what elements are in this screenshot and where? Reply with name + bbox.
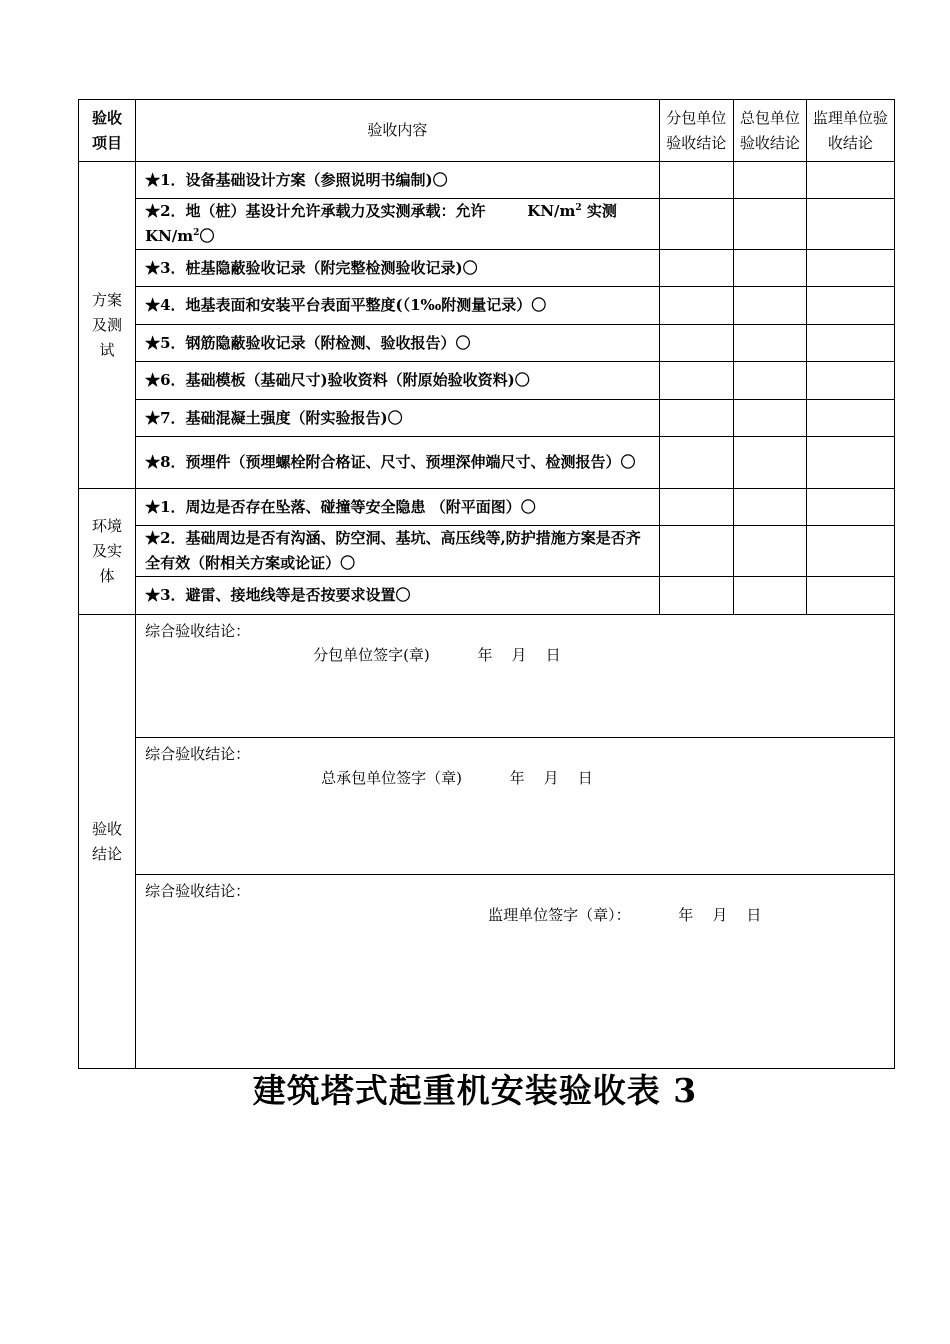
- supervisor-result-cell[interactable]: [806, 287, 894, 325]
- header-general-contractor: 总包单位验收结论: [733, 100, 806, 162]
- subcontractor-result-cell[interactable]: [659, 437, 733, 489]
- general-contractor-result-cell[interactable]: [733, 250, 806, 287]
- table-row: [79, 250, 895, 287]
- supervisor-result-cell[interactable]: [806, 250, 894, 287]
- table-row: [79, 577, 895, 615]
- conclusion-label: 综合验收结论：: [145, 882, 251, 900]
- supervisor-result-cell[interactable]: [806, 437, 894, 489]
- general-contractor-result-cell[interactable]: [733, 526, 806, 577]
- general-contractor-result-cell[interactable]: [733, 199, 806, 250]
- subcontractor-result-cell[interactable]: [659, 526, 733, 577]
- supervisor-result-cell[interactable]: [806, 162, 894, 199]
- supervisor-result-cell[interactable]: [806, 489, 894, 526]
- subcontractor-result-cell[interactable]: [659, 287, 733, 325]
- check-item: ★3．桩基隐蔽验收记录（附完整检测验收记录)〇: [136, 250, 660, 287]
- table-row: [79, 400, 895, 437]
- subcontractor-result-cell[interactable]: [659, 250, 733, 287]
- table-row: [79, 162, 895, 199]
- supervisor-result-cell[interactable]: [806, 577, 894, 615]
- general-contractor-result-cell[interactable]: [733, 437, 806, 489]
- acceptance-form-table: [78, 99, 895, 1069]
- general-contractor-result-cell[interactable]: [733, 489, 806, 526]
- table-row: [79, 526, 895, 577]
- header-supervisor: 监理单位验收结论: [806, 100, 894, 162]
- subcontractor-result-cell[interactable]: [659, 325, 733, 362]
- conclusion-row: [79, 738, 895, 875]
- section-label-conclusion: 验收结论: [79, 615, 136, 1069]
- subcontractor-result-cell[interactable]: [659, 400, 733, 437]
- general-contractor-result-cell[interactable]: [733, 287, 806, 325]
- table-row: [79, 325, 895, 362]
- subcontractor-result-cell[interactable]: [659, 199, 733, 250]
- general-contractor-result-cell[interactable]: [733, 577, 806, 615]
- conclusion-label: 综合验收结论：: [145, 622, 251, 640]
- subcontractor-result-cell[interactable]: [659, 577, 733, 615]
- subcontractor-result-cell[interactable]: [659, 162, 733, 199]
- conclusion-row: [79, 615, 895, 738]
- check-item: ★1．周边是否存在坠落、碰撞等安全隐患 （附平面图）〇: [136, 489, 660, 526]
- subcontractor-result-cell[interactable]: [659, 362, 733, 400]
- table-row: [79, 287, 895, 325]
- conclusion-label: 综合验收结论：: [145, 745, 251, 763]
- table-row: [79, 199, 895, 250]
- table-row: [79, 362, 895, 400]
- supervisor-result-cell[interactable]: [806, 325, 894, 362]
- signature-line: 监理单位签字（章）： 年 月 日: [488, 906, 762, 924]
- check-item: ★8．预埋件（预埋螺栓附合格证、尺寸、预埋深伸端尺寸、检测报告）〇: [136, 437, 660, 489]
- check-item: ★2．基础周边是否有沟涵、防空洞、基坑、高压线等,防护措施方案是否齐全有效（附相关方案或论证）〇: [136, 526, 660, 577]
- table-row: [79, 489, 895, 526]
- supervisor-result-cell[interactable]: [806, 400, 894, 437]
- header-row: [79, 100, 895, 162]
- check-item: ★3．避雷、接地线等是否按要求设置〇: [136, 577, 660, 615]
- check-item: ★1．设备基础设计方案（参照说明书编制)〇: [136, 162, 660, 199]
- conclusion-block-subcontractor[interactable]: [136, 615, 895, 738]
- check-item: ★2．地（桩）基设计允许承载力及实测承载：允许 $KN/m^2$ 实测$KN/m^2$〇: [136, 199, 660, 250]
- signature-line: 分包单位签字(章) 年 月 日: [313, 646, 561, 664]
- header-content: 验收内容: [136, 100, 660, 162]
- supervisor-result-cell[interactable]: [806, 199, 894, 250]
- conclusion-row: [79, 875, 895, 1069]
- signature-line: 总承包单位签字（章) 年 月 日: [321, 769, 593, 787]
- section-label-environment: 环境及实体: [79, 489, 136, 615]
- page-title: 建筑塔式起重机安装验收表 3: [252, 1071, 698, 1110]
- general-contractor-result-cell[interactable]: [733, 162, 806, 199]
- general-contractor-result-cell[interactable]: [733, 325, 806, 362]
- subcontractor-result-cell[interactable]: [659, 489, 733, 526]
- header-item: 验收项目: [79, 100, 136, 162]
- check-item: ★7．基础混凝土强度（附实验报告)〇: [136, 400, 660, 437]
- section-label-plan-test: 方案及测试: [79, 162, 136, 489]
- check-item: ★4．地基表面和安装平台表面平整度(（1‰附测量记录）〇: [136, 287, 660, 325]
- supervisor-result-cell[interactable]: [806, 362, 894, 400]
- check-item: ★5．钢筋隐蔽验收记录（附检测、验收报告）〇: [136, 325, 660, 362]
- table-row: [79, 437, 895, 489]
- check-item: ★6．基础模板（基础尺寸)验收资料（附原始验收资料)〇: [136, 362, 660, 400]
- header-subcontractor: 分包单位验收结论: [659, 100, 733, 162]
- general-contractor-result-cell[interactable]: [733, 400, 806, 437]
- conclusion-block-supervisor[interactable]: [136, 875, 895, 1069]
- general-contractor-result-cell[interactable]: [733, 362, 806, 400]
- supervisor-result-cell[interactable]: [806, 526, 894, 577]
- conclusion-block-general-contractor[interactable]: [136, 738, 895, 875]
